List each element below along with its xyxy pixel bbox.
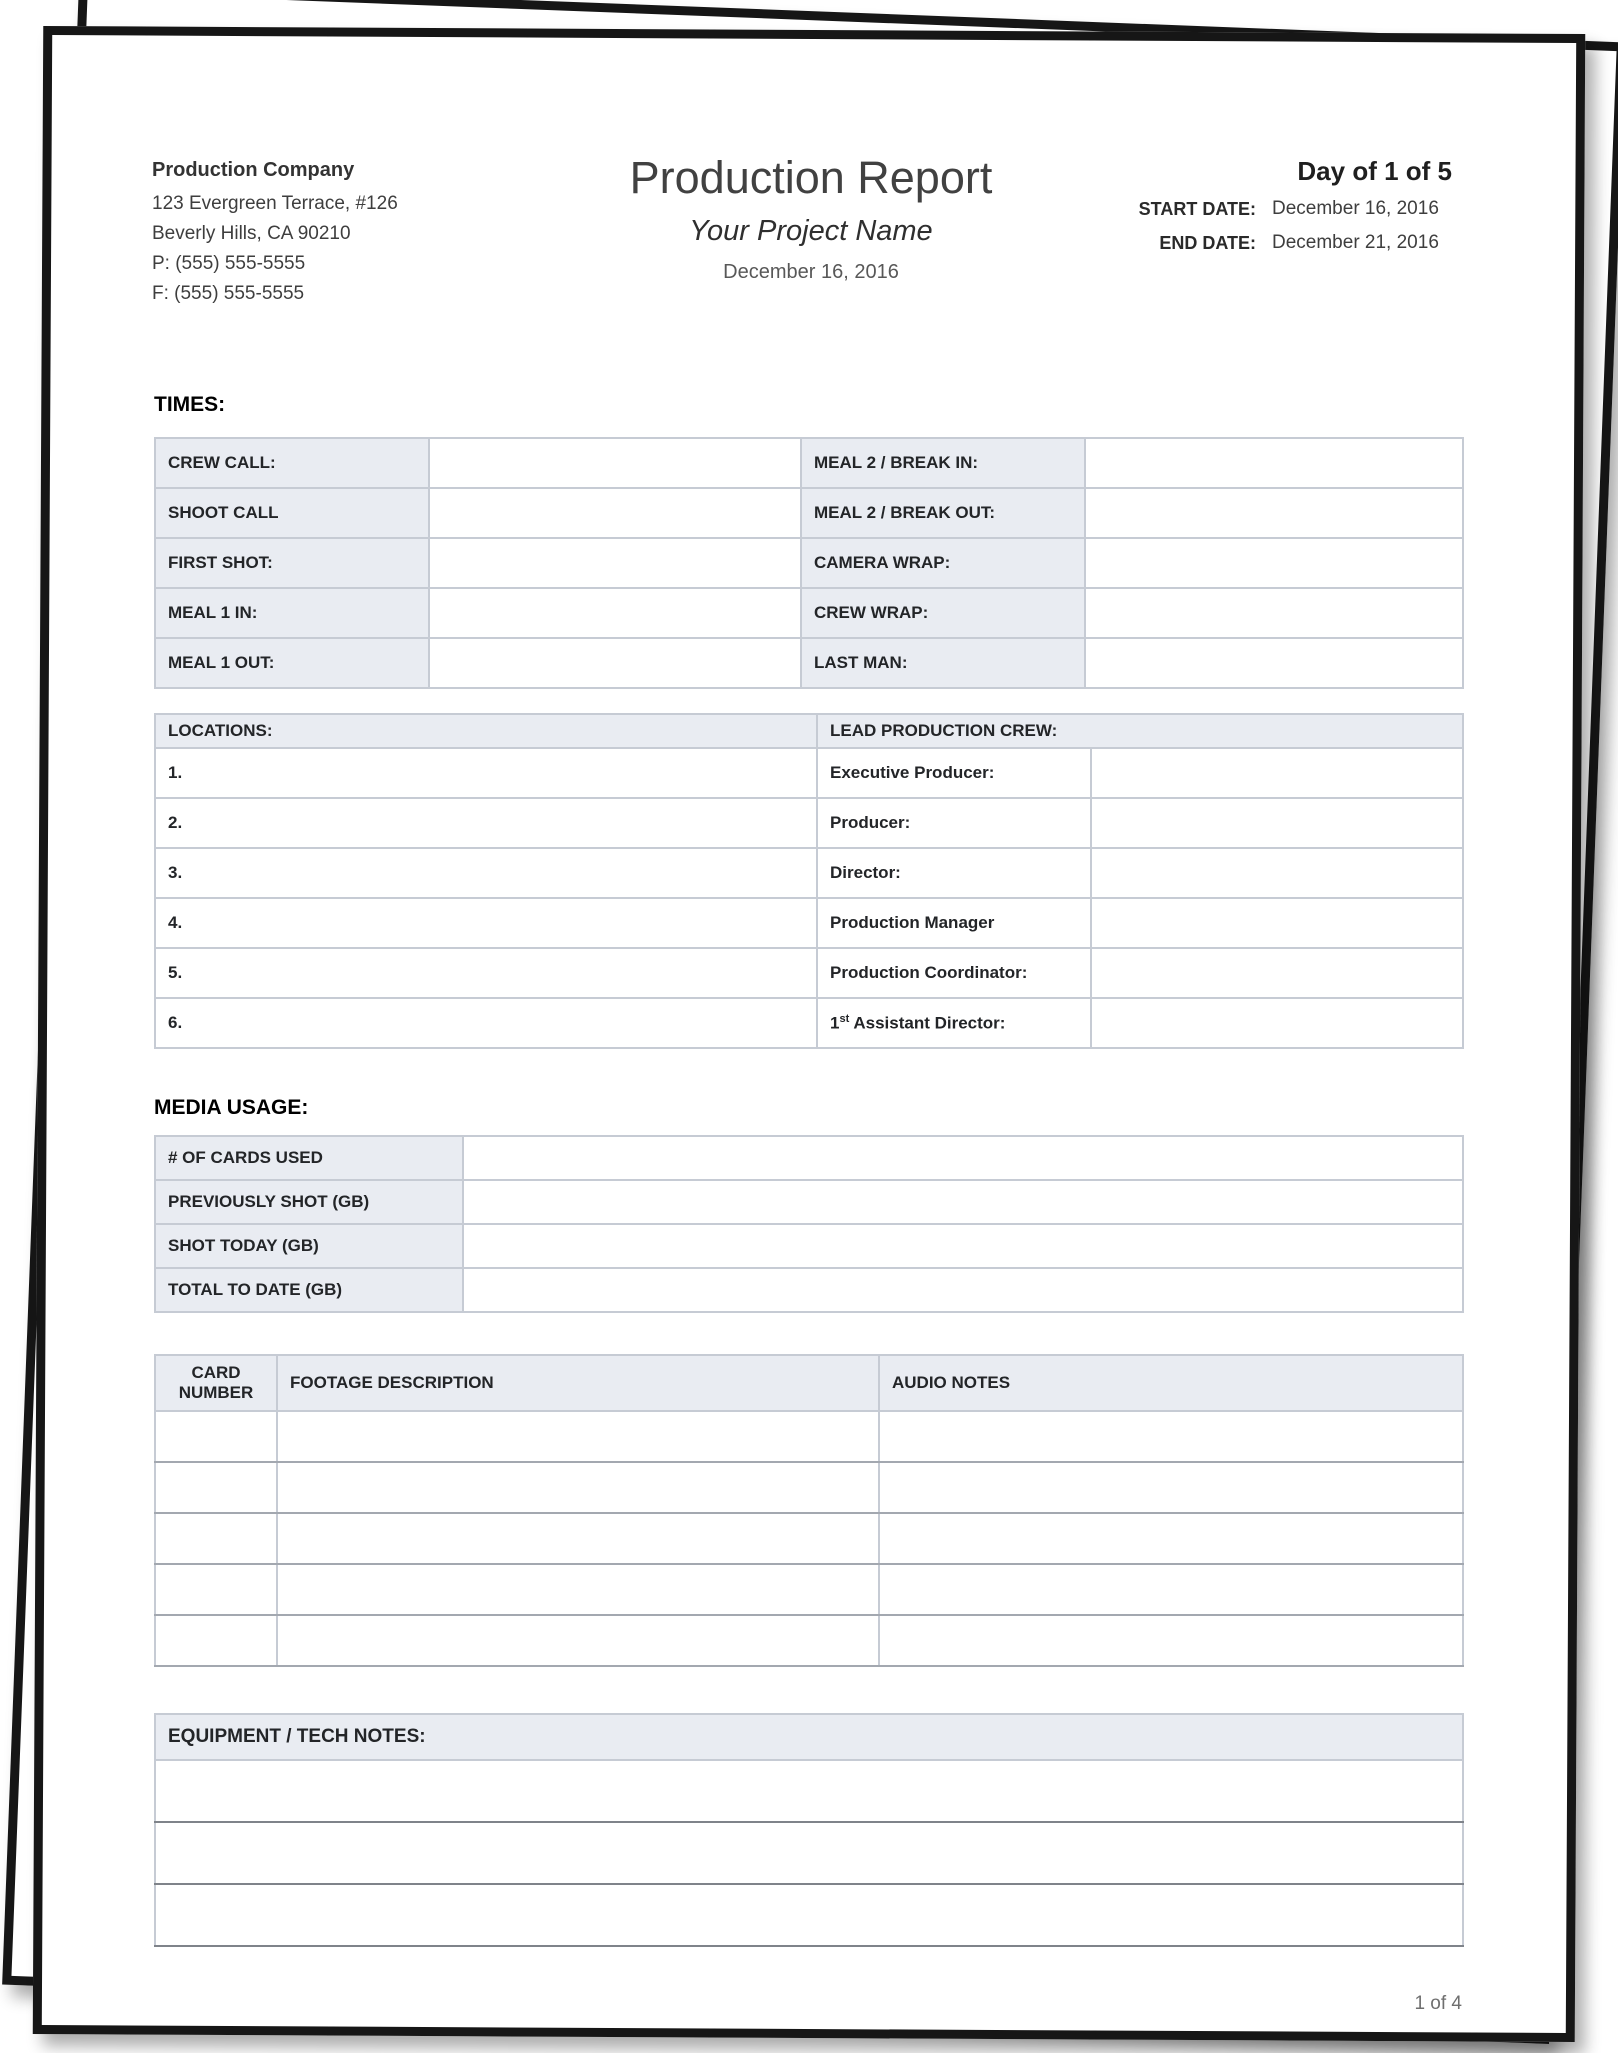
day-of-label: Day of 1 of 5 <box>1297 156 1452 186</box>
end-date-row <box>1000 231 1452 255</box>
location-number: 2. <box>155 798 817 848</box>
table-row <box>155 538 1463 588</box>
start-date-row <box>1000 197 1452 221</box>
page-number: 1 of 4 <box>1414 1993 1462 2014</box>
table-header-row <box>155 1355 1463 1411</box>
time-label: CAMERA WRAP: <box>801 538 1085 588</box>
media-label: SHOT TODAY (GB) <box>155 1224 463 1268</box>
company-address-line2: Beverly Hills, CA 90210 <box>152 223 351 244</box>
crew-value-cell[interactable] <box>1091 898 1463 948</box>
audio-notes-cell[interactable] <box>879 1462 1463 1513</box>
company-address-line1: 123 Evergreen Terrace, #126 <box>152 193 398 214</box>
time-label: SHOOT CALL <box>155 488 429 538</box>
equipment-note-cell[interactable] <box>155 1760 1463 1822</box>
audio-notes-cell[interactable] <box>879 1615 1463 1666</box>
audio-notes-header: AUDIO NOTES <box>879 1355 1463 1411</box>
location-number: 5. <box>155 948 817 998</box>
time-value-cell[interactable] <box>1085 488 1463 538</box>
card-number-cell[interactable] <box>155 1411 277 1462</box>
time-value-cell[interactable] <box>429 538 801 588</box>
table-row <box>155 898 1463 948</box>
footage-description-cell[interactable] <box>277 1462 879 1513</box>
crew-role-label: Production Manager <box>817 898 1091 948</box>
table-row <box>155 1224 1463 1268</box>
time-value-cell[interactable] <box>429 438 801 488</box>
card-number-cell[interactable] <box>155 1564 277 1615</box>
company-phone: P: (555) 555-5555 <box>152 253 306 274</box>
media-usage-heading: MEDIA USAGE: <box>154 1096 309 1119</box>
footage-description-cell[interactable] <box>277 1615 879 1666</box>
footage-description-header: FOOTAGE DESCRIPTION <box>277 1355 879 1411</box>
time-label: MEAL 1 IN: <box>155 588 429 638</box>
table-row <box>155 588 1463 638</box>
table-row <box>155 1884 1463 1946</box>
table-row <box>155 1411 1463 1462</box>
equipment-note-cell[interactable] <box>155 1822 1463 1884</box>
company-name: Production Company <box>152 159 355 181</box>
crew-role-label: Executive Producer: <box>817 748 1091 798</box>
crew-value-cell[interactable] <box>1091 948 1463 998</box>
crew-heading: LEAD PRODUCTION CREW: <box>817 714 1463 748</box>
table-row <box>155 1513 1463 1564</box>
table-row <box>155 1268 1463 1312</box>
table-row <box>155 638 1463 688</box>
time-label: CREW WRAP: <box>801 588 1085 638</box>
media-usage-table <box>154 1135 1464 1313</box>
table-row <box>155 1462 1463 1513</box>
location-number: 6. <box>155 998 817 1048</box>
equipment-notes-heading: EQUIPMENT / TECH NOTES: <box>155 1714 1463 1760</box>
table-row <box>155 1136 1463 1180</box>
equipment-notes-table <box>154 1713 1464 1947</box>
audio-notes-cell[interactable] <box>879 1513 1463 1564</box>
end-date-label: END DATE: <box>1159 233 1256 253</box>
time-value-cell[interactable] <box>1085 438 1463 488</box>
card-number-cell[interactable] <box>155 1462 277 1513</box>
location-number: 3. <box>155 848 817 898</box>
card-number-cell[interactable] <box>155 1513 277 1564</box>
time-label: FIRST SHOT: <box>155 538 429 588</box>
audio-notes-cell[interactable] <box>879 1564 1463 1615</box>
crew-value-cell[interactable] <box>1091 748 1463 798</box>
crew-value-cell[interactable] <box>1091 798 1463 848</box>
card-number-cell[interactable] <box>155 1615 277 1666</box>
time-value-cell[interactable] <box>429 488 801 538</box>
time-value-cell[interactable] <box>429 588 801 638</box>
time-label: MEAL 2 / BREAK IN: <box>801 438 1085 488</box>
table-row <box>155 1564 1463 1615</box>
equipment-note-cell[interactable] <box>155 1884 1463 1946</box>
locations-heading: LOCATIONS: <box>155 714 817 748</box>
footage-description-cell[interactable] <box>277 1564 879 1615</box>
start-date-value: December 16, 2016 <box>1272 198 1439 219</box>
table-row <box>155 488 1463 538</box>
table-row <box>155 948 1463 998</box>
media-label: TOTAL TO DATE (GB) <box>155 1268 463 1312</box>
page-title: Production Report <box>629 152 993 203</box>
times-table <box>154 437 1464 689</box>
crew-role-label: 1st Assistant Director: <box>817 998 1091 1048</box>
time-value-cell[interactable] <box>1085 538 1463 588</box>
table-row <box>155 1822 1463 1884</box>
table-row <box>155 748 1463 798</box>
time-value-cell[interactable] <box>1085 638 1463 688</box>
time-label: MEAL 2 / BREAK OUT: <box>801 488 1085 538</box>
crew-value-cell[interactable] <box>1091 998 1463 1048</box>
time-label: LAST MAN: <box>801 638 1085 688</box>
time-value-cell[interactable] <box>1085 588 1463 638</box>
time-label: CREW CALL: <box>155 438 429 488</box>
crew-value-cell[interactable] <box>1091 848 1463 898</box>
table-row <box>155 798 1463 848</box>
footage-description-cell[interactable] <box>277 1411 879 1462</box>
time-label: MEAL 1 OUT: <box>155 638 429 688</box>
table-header-row <box>155 714 1463 748</box>
table-row <box>155 438 1463 488</box>
project-name: Your Project Name <box>689 215 933 247</box>
crew-role-label: Production Coordinator: <box>817 948 1091 998</box>
audio-notes-cell[interactable] <box>879 1411 1463 1462</box>
media-label: # OF CARDS USED <box>155 1136 463 1180</box>
card-log-table <box>154 1354 1464 1667</box>
media-value-cell[interactable] <box>463 1268 1463 1312</box>
locations-table <box>154 713 1464 1049</box>
media-value-cell[interactable] <box>463 1136 1463 1180</box>
media-label: PREVIOUSLY SHOT (GB) <box>155 1180 463 1224</box>
table-row <box>155 1615 1463 1666</box>
end-date-value: December 21, 2016 <box>1272 232 1439 253</box>
table-row <box>155 998 1463 1048</box>
start-date-label: START DATE: <box>1138 199 1256 219</box>
table-row <box>155 1180 1463 1224</box>
crew-role-label: Producer: <box>817 798 1091 848</box>
footage-description-cell[interactable] <box>277 1513 879 1564</box>
media-value-cell[interactable] <box>463 1180 1463 1224</box>
company-fax: F: (555) 555-5555 <box>152 283 305 304</box>
report-date: December 16, 2016 <box>723 261 899 283</box>
table-row <box>155 1760 1463 1822</box>
table-header-row <box>155 1714 1463 1760</box>
media-value-cell[interactable] <box>463 1224 1463 1268</box>
table-row <box>155 848 1463 898</box>
day-block <box>1000 155 1452 255</box>
location-number: 4. <box>155 898 817 948</box>
letterhead <box>152 155 398 309</box>
time-value-cell[interactable] <box>429 638 801 688</box>
location-number: 1. <box>155 748 817 798</box>
crew-role-label: Director: <box>817 848 1091 898</box>
times-heading: TIMES: <box>154 393 226 416</box>
card-number-header: CARD NUMBER <box>155 1355 277 1411</box>
